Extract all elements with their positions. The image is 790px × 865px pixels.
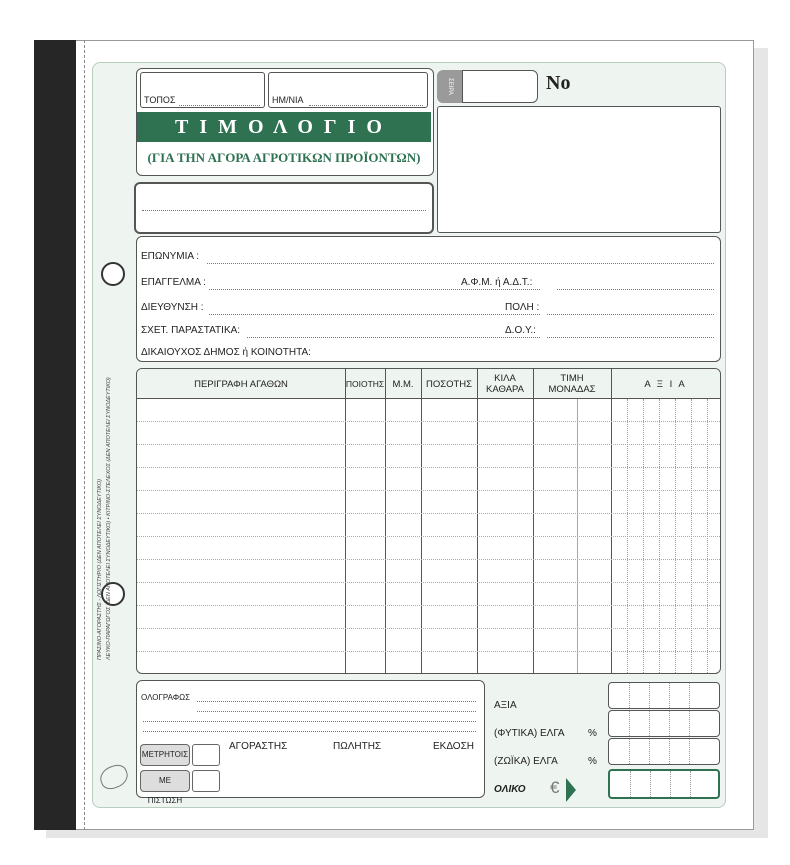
table-row[interactable] bbox=[137, 490, 720, 491]
date-label: ΗΜ/ΝΙΑ bbox=[272, 95, 304, 105]
plant-elga-amount-box[interactable] bbox=[608, 710, 720, 737]
date-dots bbox=[309, 105, 423, 106]
table-row[interactable] bbox=[137, 513, 720, 514]
table-row[interactable] bbox=[137, 605, 720, 606]
credit-payment-option[interactable]: ΜΕ ΠΙΣΤΩΣΗ bbox=[140, 770, 190, 792]
place-field[interactable] bbox=[140, 72, 265, 108]
cash-payment-option[interactable]: ΜΕΤΡΗΤΟΙΣ bbox=[140, 744, 190, 766]
credit-payment-checkbox[interactable] bbox=[192, 770, 220, 792]
value-label: ΑΞΙΑ bbox=[494, 700, 517, 711]
value-amount-box[interactable] bbox=[608, 682, 720, 709]
afm-dots[interactable] bbox=[557, 289, 714, 290]
address-dots[interactable] bbox=[209, 314, 540, 315]
doy-dots[interactable] bbox=[547, 337, 714, 338]
table-row[interactable] bbox=[137, 559, 720, 560]
euro-icon: € bbox=[550, 778, 560, 797]
binding-spine bbox=[34, 40, 76, 830]
words-dots-1[interactable] bbox=[197, 701, 476, 702]
city-dots[interactable] bbox=[547, 314, 714, 315]
items-table bbox=[136, 368, 721, 674]
header-unit: Μ.Μ. bbox=[392, 378, 414, 390]
perforation-line bbox=[84, 40, 85, 830]
buyer-signature-label: ΑΓΟΡΑΣΤΗΣ bbox=[229, 741, 288, 752]
header-net-kilos: ΚΙΛΑ ΚΑΘΑΡΑ bbox=[486, 373, 524, 395]
header-value: Α Ξ Ι Α bbox=[644, 378, 687, 390]
city-label: ΠΟΛΗ : bbox=[505, 302, 540, 313]
docs-dots[interactable] bbox=[247, 337, 540, 338]
afm-label: Α.Φ.Μ. ή Α.Δ.Τ.: bbox=[461, 277, 533, 288]
plant-elga-percent: % bbox=[588, 728, 597, 739]
profession-label: ΕΠΑΓΓΕΛΜΑ : bbox=[141, 277, 206, 288]
place-dots bbox=[179, 105, 260, 106]
number-label: No bbox=[546, 72, 571, 94]
issuer-stamp-box[interactable] bbox=[437, 106, 721, 233]
header-quality: ΠΟΙΟΤΗΣ bbox=[345, 378, 385, 389]
animal-elga-label: (ΖΩΪΚΑ) ΕΛΓΑ bbox=[494, 756, 558, 767]
table-row[interactable] bbox=[137, 421, 720, 422]
header-unit-price: ΤΙΜΗ ΜΟΝΑΔΑΣ bbox=[548, 373, 596, 395]
table-row[interactable] bbox=[137, 651, 720, 652]
place-label: ΤΟΠΟΣ bbox=[144, 95, 176, 105]
extra-info-dots bbox=[142, 210, 426, 211]
cash-payment-checkbox[interactable] bbox=[192, 744, 220, 766]
seller-signature-label: ΠΩΛΗΤΗΣ bbox=[333, 741, 382, 752]
words-dots-4[interactable] bbox=[143, 731, 476, 732]
table-row[interactable] bbox=[137, 628, 720, 629]
name-label: ΕΠΩΝΥΜΙΑ : bbox=[141, 251, 200, 262]
total-amount-box[interactable] bbox=[608, 769, 720, 799]
plant-elga-label: (ΦΥΤΙΚΑ) ΕΛΓΑ bbox=[494, 728, 565, 739]
animal-elga-amount-box[interactable] bbox=[608, 738, 720, 765]
name-dots[interactable] bbox=[207, 263, 714, 264]
docs-label: ΣΧΕΤ. ΠΑΡΑΣΤΑΤΙΚΑ: bbox=[141, 325, 241, 336]
municipality-label: ΔΙΚΑΙΟΥΧΟΣ ΔΗΜΟΣ ή ΚΟΙΝΟΤΗΤΑ: bbox=[141, 347, 311, 358]
table-row[interactable] bbox=[137, 467, 720, 468]
table-row[interactable] bbox=[137, 536, 720, 537]
invoice-subtitle: (ΓΙΑ ΤΗΝ ΑΓΟΡΑ ΑΓΡΟΤΙΚΩΝ ΠΡΟΪΟΝΤΩΝ) bbox=[147, 150, 421, 165]
arrow-right-icon bbox=[566, 778, 576, 802]
copy-note-1: ΠΡΑΣΙΝΟ-ΑΓΟΡΑΣΤΗΣ - ΛΟΓΙΣΤΗΡΙΟ (ΔΕΝ ΑΠΟΤΕΛΕΙ ΣΥΝΟΔΕΥΤΙΚΟ) bbox=[97, 479, 103, 660]
header-quantity: ΠΟΣΟΤΗΣ bbox=[425, 378, 473, 390]
header-description: ΠΕΡΙΓΡΑΦΗ ΑΓΑΘΩΝ bbox=[194, 378, 288, 390]
copy-notes bbox=[96, 280, 126, 660]
series-tag: ΣΕΙΡΑ bbox=[437, 70, 463, 103]
table-header bbox=[137, 369, 720, 399]
table-row[interactable] bbox=[137, 444, 720, 445]
words-dots-2[interactable] bbox=[197, 711, 476, 712]
invoice-title: ΤΙΜΟΛΟΓΙΟ bbox=[137, 112, 431, 142]
series-field[interactable] bbox=[462, 70, 538, 103]
words-label: ΟΛΟΓΡΑΦΩΣ bbox=[141, 693, 191, 702]
extra-info-box[interactable] bbox=[134, 182, 434, 234]
address-label: ΔΙΕΥΘΥΝΣΗ : bbox=[141, 302, 204, 313]
animal-elga-percent: % bbox=[588, 756, 597, 767]
doy-label: Δ.Ο.Υ.: bbox=[505, 325, 536, 336]
customer-info-box bbox=[136, 236, 721, 362]
date-field[interactable] bbox=[268, 72, 428, 108]
issuer-signature-label: ΕΚΔΟΣΗ bbox=[433, 741, 474, 752]
total-label: ΟΛΙΚΟ bbox=[494, 784, 526, 795]
copy-note-2: ΛΕΥΚΟ-ΠΑΡΑΓΩΓΟΣ (ΔΕΝ ΑΠΟΤΕΛΕΙ ΣΥΝΟΔΕΥΤΙΚΟ) • ΚΙΤΡΙΝΟ-ΣΤΕΛΕΧΟΣ (ΔΕΝ ΑΠΟΤΕΛΕΙ ΣΥΝΟΔΕΥΤΙΚΟ) bbox=[106, 377, 112, 660]
words-dots-3[interactable] bbox=[143, 721, 476, 722]
profession-dots[interactable] bbox=[209, 289, 540, 290]
table-row[interactable] bbox=[137, 582, 720, 583]
